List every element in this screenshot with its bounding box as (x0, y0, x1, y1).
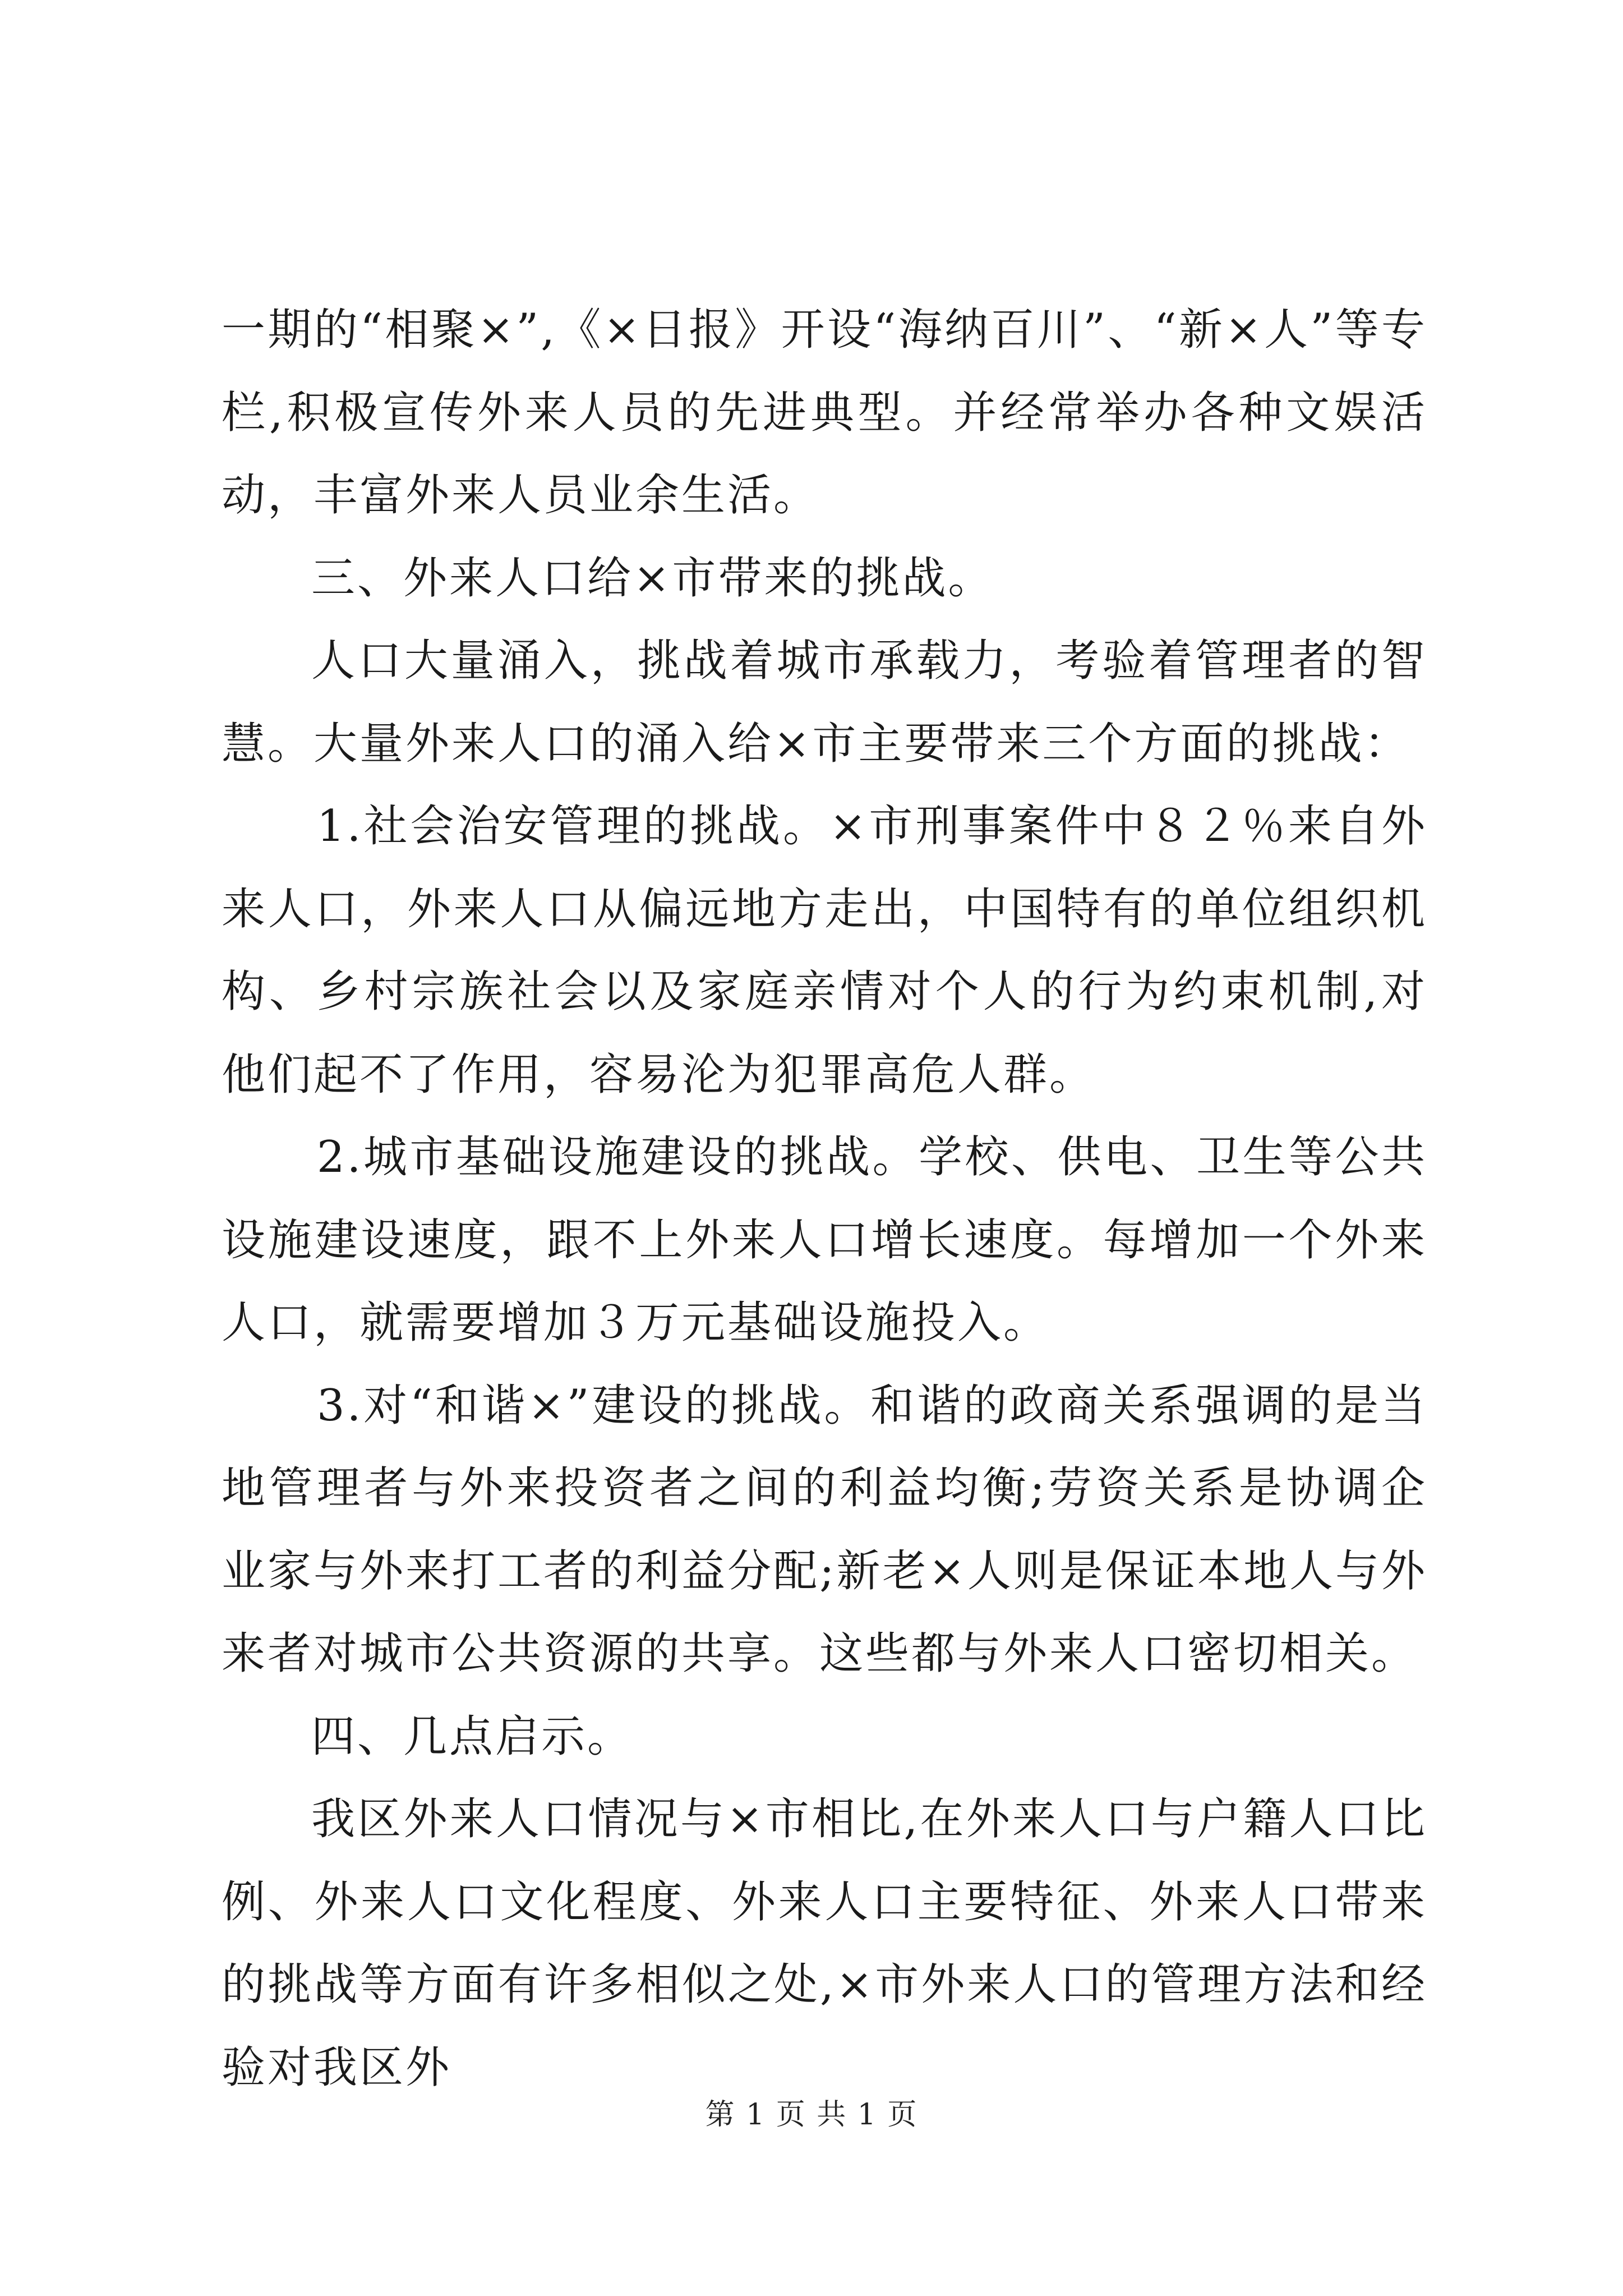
section-heading-4: 四、几点启示。 (311, 1711, 634, 1762)
paragraph-challenge-3: 3.对“和谐×”建设的挑战。和谐的政商关系强调的是当地管理者与外来投资者之间的利益均衡;劳资关系是协调企业家与外来打工者的利益分配;新老×人则是保证本地人与外来者对城市公共资源的共享。这些都与外来人口密切相关。 (222, 1380, 1427, 1679)
paragraph-continuation: 一期的“相聚×”,《×日报》开设“海纳百川”、“新×人”等专栏,积极宣传外来人员的先进典型。并经常举办各种文娱活动，丰富外来人员业余生活。 (222, 305, 1427, 521)
paragraph-challenge-1: 1.社会治安管理的挑战。×市刑事案件中８２％来自外来人口，外来人口从偏远地方走出，中国特有的单位组织机构、乡村宗族社会以及家庭亲情对个人的行为约束机制,对他们起不了作用，容易沦为犯罪高危人群。 (222, 801, 1427, 1100)
paragraph-challenge-intro: 人口大量涌入，挑战着城市承载力，考验着管理者的智慧。大量外来人口的涌入给×市主要带来三个方面的挑战： (222, 636, 1427, 769)
page-footer: 第 1 页 共 1 页 (705, 2098, 918, 2132)
document-body (222, 289, 1427, 2109)
section-heading-3: 三、外来人口给×市带来的挑战。 (311, 553, 994, 604)
paragraph-insights: 我区外来人口情况与×市相比,在外来人口与户籍人口比例、外来人口文化程度、外来人口主要特征、外来人口带来的挑战等方面有许多相似之处,×市外来人口的管理方法和经验对我区外 (222, 1794, 1427, 2093)
paragraph-challenge-2: 2.城市基础设施建设的挑战。学校、供电、卫生等公共设施建设速度，跟不上外来人口增长速度。每增加一个外来人口，就需要增加３万元基础设施投入。 (222, 1132, 1427, 1348)
